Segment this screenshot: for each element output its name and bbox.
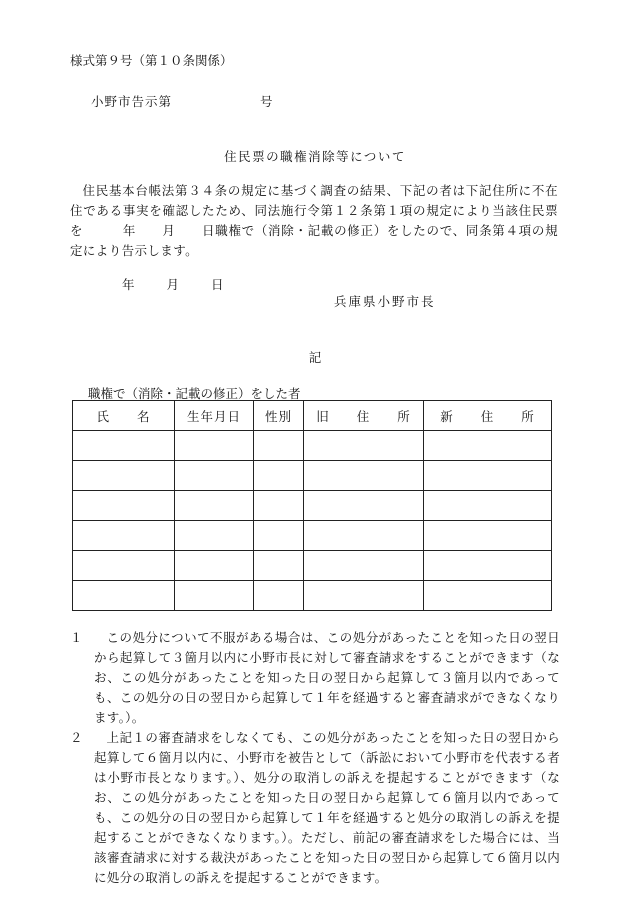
table-cell xyxy=(304,581,424,611)
note-text: 上記１の審査請求をしなくても、この処分があったことを知った日の翌日から起算して６箇月以内に、小野市を被告として（訴訟において小野市を代表する者は小野市長となります。）、処分の取消しの訴えを提起することができます（なお、この処分があったことを知った日の翌日から起算して６箇月以内であっても、この処分の日の翌日から起算して１年を経過すると処分の取消しの訴えを提起することができなくなります。）。ただし、前記の審査請求をした場合には、当該審査請求に対する裁決があったことを知った日の翌日から起算して６箇月以内に処分の取消しの訴えを提起することができます。 xyxy=(94,730,560,885)
table-cell xyxy=(73,431,175,461)
form-number: 様式第９号（第１０条関係） xyxy=(70,53,233,68)
table-cell xyxy=(424,521,552,551)
table-cell xyxy=(254,431,304,461)
table-cell xyxy=(73,461,175,491)
table-row xyxy=(73,581,552,611)
date-day: 日 xyxy=(211,277,224,292)
table-caption: 職権で（消除・記載の修正）をした者 xyxy=(88,386,301,401)
table-row xyxy=(73,521,552,551)
table-row xyxy=(73,491,552,521)
table-cell xyxy=(424,581,552,611)
table-cell xyxy=(73,521,175,551)
table-cell xyxy=(304,461,424,491)
table-row xyxy=(73,461,552,491)
notice-suffix: 号 xyxy=(260,94,274,109)
note-number: １ xyxy=(70,630,83,645)
table-cell xyxy=(304,521,424,551)
table-cell xyxy=(175,551,254,581)
table-header-row xyxy=(73,401,552,431)
table-cell xyxy=(254,491,304,521)
table-cell xyxy=(175,581,254,611)
ki-label: 記 xyxy=(308,350,322,365)
table-row xyxy=(73,551,552,581)
table-cell xyxy=(304,491,424,521)
table-cell xyxy=(424,461,552,491)
date-year: 年 xyxy=(122,277,135,292)
table-cell xyxy=(73,581,175,611)
body-text: 住民基本台帳法第３４条の規定に基づく調査の結果、下記の者は下記住所に不在住である事実を確認したため、同法施行令第１２条第１項の規定により当該住民票を 年 月 日職権で（消除・記載の修正）をしたので、同条第４項の規定により告示します。 xyxy=(70,183,558,258)
table-cell xyxy=(424,431,552,461)
date-line xyxy=(122,275,224,293)
document-title: 住民票の職権消除等について xyxy=(224,149,406,164)
table-cell xyxy=(175,431,254,461)
notes-section xyxy=(70,628,560,888)
header-sex: 性別 xyxy=(254,401,304,431)
note-text: この処分について不服がある場合は、この処分があったことを知った日の翌日から起算して３箇月以内に小野市長に対して審査請求をすることができます（なお、この処分があったことを知った日の翌日から起算して３箇月以内であっても、この処分の日の翌日から起算して１年を経過すると審査請求ができなくなります。）。 xyxy=(94,630,560,725)
date-month: 月 xyxy=(166,277,180,292)
table-cell xyxy=(254,551,304,581)
issuer-name: 兵庫県小野市長 xyxy=(334,294,436,309)
table-cell xyxy=(304,431,424,461)
table-cell xyxy=(73,491,175,521)
header-new-address: 新 住 所 xyxy=(424,401,552,431)
table-cell xyxy=(175,491,254,521)
records-table xyxy=(72,400,552,611)
body-paragraph xyxy=(70,181,558,261)
table-cell xyxy=(175,461,254,491)
header-birthdate: 生年月日 xyxy=(175,401,254,431)
table-cell xyxy=(304,551,424,581)
table-cell xyxy=(254,461,304,491)
table-cell xyxy=(424,491,552,521)
header-old-address: 旧 住 所 xyxy=(304,401,424,431)
table-cell xyxy=(424,551,552,581)
note-item xyxy=(70,628,560,728)
table-cell xyxy=(254,581,304,611)
notice-number-line xyxy=(91,92,274,110)
table-row xyxy=(73,431,552,461)
notice-prefix: 小野市告示第 xyxy=(91,94,173,109)
table-cell xyxy=(175,521,254,551)
table-cell xyxy=(254,521,304,551)
note-item xyxy=(70,728,560,888)
header-name: 氏 名 xyxy=(73,401,175,431)
table-cell xyxy=(73,551,175,581)
note-number: ２ xyxy=(70,730,83,745)
